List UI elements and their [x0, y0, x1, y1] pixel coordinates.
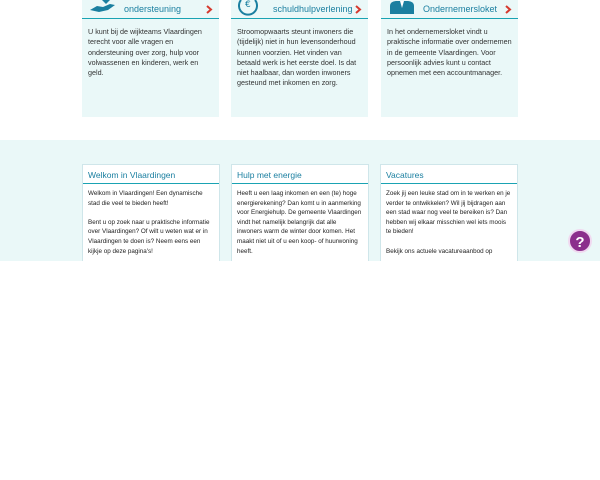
service-description: In het ondernemersloket vindt u praktische informatie over ondernemen in de gemeente Vlaardingen. Voor persoonlijk advies kunt u contact opnemen met een accountmanager. — [387, 27, 512, 78]
news-card-vacatures[interactable] — [380, 164, 518, 261]
help-button[interactable] — [568, 229, 592, 253]
news-paragraph: Heeft u een laag inkomen en een (te) hoge energierekening? Dan komt u in aanmerking voor Energiehulp. De gemeente Vlaardingen vindt het namelijk belangrijk dat alle inwoners warm de winter door komen. Het maakt niet uit of u een koop- of huurwoning heeft. — [237, 190, 362, 255]
news-card-title[interactable]: Welkom in Vlaardingen — [83, 165, 219, 184]
news-section — [0, 140, 600, 261]
service-title[interactable]: schuldhulpverlening — [273, 4, 353, 14]
news-card-title[interactable]: Vacatures — [381, 165, 517, 184]
service-title[interactable]: ondersteuning — [124, 4, 182, 14]
businessman-icon — [387, 0, 417, 16]
news-paragraph: Welkom in Vlaardingen! Een dynamische stad die veel te bieden heeft! — [88, 190, 203, 207]
service-card-schuldhulpverlening[interactable] — [231, 0, 368, 117]
service-title[interactable]: Ondernemersloket — [423, 4, 498, 14]
hand-care-icon — [88, 0, 118, 16]
news-paragraph: Zoek jij een leuke stad om in te werken en je verder te ontwikkelen? Wil jij bijdragen aan een stad waar nog veel te bereiken is? Dan hebben wij elkaar misschien wel iets moois te bieden! — [386, 190, 511, 236]
service-card-ondersteuning[interactable] — [82, 0, 219, 117]
news-card-welkom[interactable] — [82, 164, 220, 261]
service-description: U kunt bij de wijkteams Vlaardingen terecht voor alle vragen en ondersteuning over zorg, hulp voor volwassenen en kinderen, werk en geld. — [88, 27, 202, 78]
service-description: Stroomopwaarts steunt inwoners die (tijdelijk) niet in hun levensonderhoud kunnen voorzien. Het vinden van betaald werk is het eerste doel. Is dat niet haalbaar, dan worden inwoners gesteund met inkomen en zorg. — [237, 27, 357, 88]
service-cards — [0, 0, 600, 140]
news-paragraph: Bekijk ons actuele vacatureaanbod op — [386, 247, 493, 255]
chevron-right-icon[interactable] — [355, 5, 362, 14]
service-card-header[interactable] — [381, 0, 518, 19]
chevron-right-icon[interactable] — [505, 5, 512, 14]
service-card-header[interactable] — [231, 0, 368, 19]
news-card-body — [381, 184, 517, 256]
news-card-body — [232, 184, 368, 256]
news-card-energie[interactable] — [231, 164, 369, 261]
news-card-title[interactable]: Hulp met energie — [232, 165, 368, 184]
chevron-right-icon[interactable] — [206, 5, 213, 14]
news-card-body — [83, 184, 219, 256]
question-mark-icon: ? — [575, 234, 585, 251]
service-card-header[interactable] — [82, 0, 219, 19]
news-paragraph: Bent u op zoek naar u praktische informatie over Vlaardingen? Of wilt u weten wat er in Vlaardingen te doen is? Neem eens een kijkje op deze pagina's! — [88, 218, 210, 255]
euro-coin-icon — [237, 0, 267, 16]
svg-text:€: € — [245, 0, 251, 10]
service-card-ondernemersloket[interactable] — [381, 0, 518, 117]
